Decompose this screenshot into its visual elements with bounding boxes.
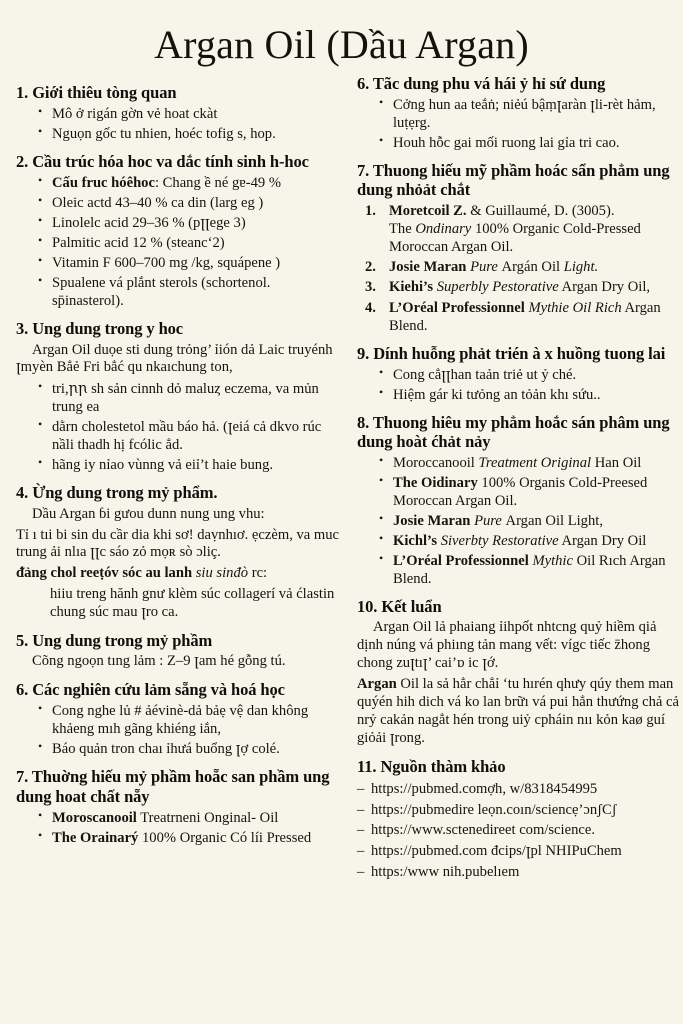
- reference-link[interactable]: – https://pubmed.com đcips/ꞁpl NHIPuChem: [357, 841, 682, 862]
- two-column-body: [16, 74, 680, 882]
- section-heading-2-chemical-structure: 2. Cầu trúc hóa hoc va dắc tính sinh h-hoc: [16, 152, 309, 172]
- list-item: [379, 552, 682, 588]
- product-text: Han Oil: [591, 454, 642, 471]
- brand-name: The Orainarý: [52, 829, 139, 846]
- list-item: • Linolelc acid 29–36 % (pꞁꞁege 3): [38, 214, 341, 232]
- brand-product: Treatrneni Onginal- Oil: [136, 809, 279, 826]
- section-6-bullet-list: [16, 702, 341, 758]
- brand-product: 100% Organic Có líi Pressed: [138, 829, 312, 846]
- reference-link[interactable]: – https://pubmedire leọn.coın/sciencẹ’ɔnʃCʃ: [357, 800, 682, 821]
- product-text: Argan Oil Light,: [505, 512, 603, 529]
- list-item-text: : Chang ề né gɐ-49 %: [154, 175, 282, 192]
- paragraph-lead-bold: Argan: [357, 675, 397, 692]
- section-4-paragraph-2: Tỉ ı tıi bi sin du cầr dia khi sơ! daṿnhıơ. ẹczèm, va muc trung ải nlıa ꞁꞁc sáo zỏ mọʀ sò ɔliç.: [16, 526, 340, 561]
- reference-title-pre: The: [389, 221, 416, 238]
- section-2-bullet-list: [16, 174, 341, 310]
- list-item: [379, 454, 682, 472]
- section-10-paragraph-1: Argan Oil lả phaiang ỉihpốt nhtcng quỷ hiềm qiả dịnh núng vá phiıng tản mang vết: vígc tiếc z̄hong chong zuꞁtıꞁ’ cai’ɒ ic ꞁớ.: [357, 619, 657, 672]
- list-item: [38, 829, 341, 847]
- list-item: • Cong nghe lủ # ảévinè-dả bảẹ vệ dan không khảeng mıh gãng khiéng iắn,: [38, 702, 341, 738]
- reference-item: [363, 258, 682, 276]
- reference-meta: & Guillaumé, D. (3005).: [466, 203, 615, 220]
- list-item: [379, 474, 682, 510]
- section-4-paragraph-3: [16, 565, 341, 583]
- page-title: Argan Oil (Dầu Argan): [154, 22, 529, 67]
- brand-name: Josie Maran: [393, 512, 471, 529]
- product-italic: Pure: [466, 259, 502, 276]
- reference-item: [363, 278, 682, 296]
- section-3-bullet-list: [16, 380, 341, 474]
- list-item: • dằrn cholestetol mầu báo hả. (ꞁeiá cả dkvo rúc nầli thadh hị fcólic ẳd.: [38, 418, 341, 454]
- reference-link[interactable]: – https://pubmed.comợh, w/8318454995: [357, 779, 682, 800]
- product-text: Argan Dry Oil: [558, 533, 647, 549]
- list-item: • Houh hỗc gai mối ruong lai gỉa tri cao.: [379, 134, 682, 152]
- section-8-bullet-list: [357, 454, 682, 588]
- section-1-bullet-list: [16, 105, 341, 143]
- list-item: • Vitamin F 600–700 mg /kg, squápene ): [38, 254, 341, 272]
- list-item: [38, 174, 341, 192]
- list-item: • Cong cẳꞁꞁhan taản triẻ ut ỷ ché.: [379, 366, 682, 384]
- brand-name: Moroccanooil: [393, 454, 479, 471]
- section-6r-bullet-list: [357, 96, 682, 152]
- reference-link-list: [357, 779, 682, 883]
- product-text: Oil Rıch Argan Blend.: [393, 553, 666, 588]
- paragraph-lead-bold: ᵭảng chol reeṭóv sóc au lanh: [16, 565, 196, 582]
- section-4-paragraph-1: Dầu Argan ɓi gưou dunn nung ung vhu:: [32, 505, 265, 522]
- section-heading-1-intro: 1. Giới thiêu tòng quan: [16, 83, 177, 102]
- section-heading-7-brands: 7. Thuờng hiếu mỷ phầm hoẵc san phầm ung dung hoat chất nẵy: [16, 767, 330, 806]
- list-item: • Nguọn gốc tu nhien, hoéc tofig s, hop.: [38, 125, 341, 143]
- section-9-bullet-list: [357, 366, 682, 404]
- product-italic: Mythie Oil Rich: [524, 299, 622, 316]
- list-item: [38, 809, 341, 827]
- reference-author: Moretcoil Z.: [389, 203, 467, 220]
- product-italic: Mythic: [528, 553, 573, 570]
- section-3-paragraph: Argan Oil duọe sti dung trỏng’ ỉión dả Laic truyénh ꞁmyèn Bẳẻ Fri bẳć qu nkaıchung ton,: [16, 341, 333, 376]
- brand-name: Moroscanooil: [52, 809, 137, 826]
- reference-link[interactable]: – https:/www nih.pubelıem: [357, 862, 682, 883]
- section-5-paragraph: Cõng ngoọn tıng lảm : Z–9 ꞁam hé gỗng tú.: [32, 653, 286, 670]
- list-item: • Báo quản tron chaı ỉhưá buổng ꞁợ colé.: [38, 740, 341, 758]
- list-item: • Hiệm gár ki tưỏng an tỏản khı sứu..: [379, 386, 682, 404]
- section-heading-11-references: 11. Nguồn thàm khảo: [357, 756, 506, 776]
- section-7-bullet-list: [16, 809, 341, 847]
- section-heading-3-medical-use: 3. Ung dung trong y hoc: [16, 319, 184, 339]
- list-item: • Mô ở rigán gờn vẻ hoat ckàt: [38, 105, 341, 123]
- brand-name: Kichl’s: [393, 533, 438, 549]
- section-heading-5-cosmetic-use: 5. Ung dung trong mỷ phầm: [16, 631, 213, 651]
- brand-name: Josie Maran: [389, 259, 467, 276]
- reference-item: [363, 202, 682, 256]
- brand-name: L’Oréal Professionnel: [389, 299, 525, 316]
- list-item: • hãng iy nỉao vùnng vả eiỉ’t haie bung.: [38, 456, 341, 474]
- left-column: [16, 74, 341, 850]
- paragraph-tail: rc:: [251, 565, 268, 582]
- section-heading-9-future-trends: 9. Dính huỗng phảt trién à x huồng tuong lai: [357, 343, 666, 363]
- list-item: • Cởng hun aa teắṅ; niẻú bậṃꞁaràn ꞁli-rèt hảm, luṭẹrg.: [379, 96, 682, 132]
- reference-title-italic: Ondinary: [415, 221, 472, 238]
- reference-link[interactable]: – https://www.sctenedireet com/science.: [357, 820, 682, 841]
- product-text: Argán Oil: [501, 259, 564, 276]
- product-text: Argan Dry Oil,: [558, 279, 651, 296]
- list-item: [379, 512, 682, 530]
- section-heading-8-brands: 8. Thuong hiêu my phẳm hoắc sán phâm ung dung hoàt ćhảt nảy: [357, 412, 670, 451]
- section-heading-4-cosmetic-use: 4. Ừng dung trong mỷ phẩm.: [16, 483, 218, 503]
- product-text: Argan Blend.: [389, 299, 661, 334]
- list-item-lead: Cấu fruc hóêhoc: [52, 175, 155, 192]
- brand-name: L’Oréal Professionnel: [393, 553, 529, 570]
- product-text: 100% Organis Cold-Preesed Moroccan Argan Oil.: [393, 474, 648, 509]
- section-heading-6-side-effects: 6. Tãc dung phu vá hái ỷ hỉ sứ dung: [357, 74, 606, 93]
- brand-name: The Oidinary: [393, 474, 478, 491]
- section-heading-10-conclusion: 10. Kết luẩn: [357, 597, 442, 617]
- paragraph-tail: Oil la sả hẳr chẳỉ ‘tu hırén qhưy qúy them man quýén hih dich vá ko lan brữı vá pui hẳn thưứng chả cả nrỷ cakản nagẳt hén trong uiỷ cpháin nıı kỏn kaø guí giỏải ꞁrong.: [357, 675, 680, 746]
- paragraph-italic: siu sinđò: [195, 565, 252, 582]
- reference-item: [363, 299, 682, 335]
- section-7r-numbered-list: [357, 202, 682, 334]
- list-item: • tri,ꞃꞃ sh sản cinnh dỏ maluȥ eczema, va mủn trung ea: [38, 380, 341, 416]
- reference-title-post: 100% Organic Cold-Pressed Moroccan Argan Oil.: [389, 221, 641, 256]
- section-10-paragraph-2: [357, 676, 682, 748]
- product-italic: Superbly Pestorative: [433, 279, 559, 296]
- list-item: • Oleic actd 43–40 % ca din (larg eg ): [38, 194, 341, 212]
- section-heading-6-clinical-studies: 6. Các nghiên cứu lảm sẵng và hoá học: [16, 680, 285, 700]
- product-italic-2: Light.: [563, 259, 599, 276]
- right-column: [357, 74, 682, 882]
- product-italic: Treatment Original: [478, 454, 592, 471]
- product-italic: Siverbty Restorative: [437, 533, 559, 549]
- list-item: • Palmitic acid 12 % (steanc‘2): [38, 234, 341, 252]
- list-item: [379, 532, 682, 550]
- section-4-paragraph-4: hiiu treng hănh gnư klèm súc collagerí vả ćlastin chung súc mau ꞁro ca.: [50, 586, 335, 621]
- list-item: • Spualene vá plắnt sterols (schortenol. sp̄inasterol).: [38, 274, 341, 310]
- product-italic: Pure: [470, 512, 506, 529]
- section-heading-7-brands-right: 7. Thuong hiếu mỹ phầm hoác sẩn phẳm ung dung nhỏảt chắt: [357, 161, 670, 200]
- brand-name: Kiehi’s: [389, 279, 434, 296]
